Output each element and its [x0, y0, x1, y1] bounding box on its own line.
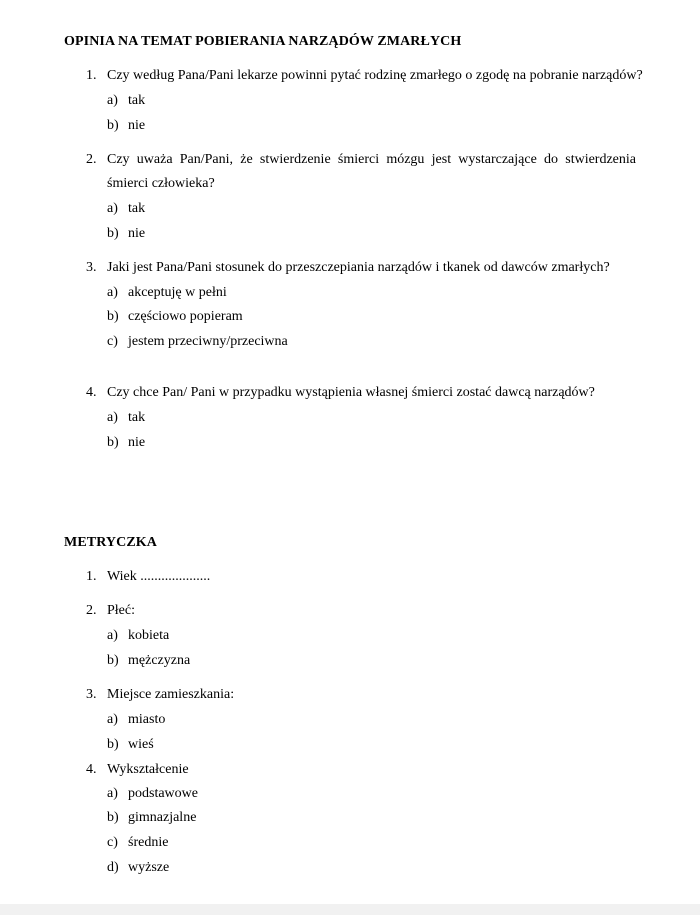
- item-text: Wykształcenie: [107, 762, 189, 777]
- question-text: Jaki jest Pana/Pani stosunek do przeszczepiania narządów i tkanek od dawców zmarłych?: [107, 260, 610, 275]
- page-bottom-edge: [0, 904, 700, 915]
- option-text: miasto: [128, 712, 166, 727]
- option-text: nie: [128, 226, 146, 241]
- option-text: podstawowe: [128, 786, 198, 801]
- item-text: Miejsce zamieszkania:: [107, 687, 235, 702]
- option-text: mężczyzna: [128, 653, 191, 668]
- option-letter: b): [107, 653, 119, 668]
- option-letter: a): [107, 93, 118, 108]
- option-text: akceptuję w pełni: [128, 285, 227, 300]
- option-letter: c): [107, 835, 118, 850]
- question-text-line-1: Czy uważa Pan/Pani, że stwierdzenie śmierci mózgu jest wystarczające do stwierdzenia: [107, 152, 636, 167]
- metryczka-title: METRYCZKA: [64, 535, 157, 550]
- survey-title: OPINIA NA TEMAT POBIERANIA NARZĄDÓW ZMARŁYCH: [64, 34, 462, 49]
- question-number: 3.: [86, 260, 97, 275]
- option-text: nie: [128, 118, 146, 133]
- option-letter: c): [107, 334, 118, 349]
- question-text: Czy według Pana/Pani lekarze powinni pytać rodzinę zmarłego o zgodę na pobranie narządów?: [107, 68, 643, 83]
- option-text: tak: [128, 93, 146, 108]
- option-letter: b): [107, 118, 119, 133]
- option-letter: d): [107, 860, 119, 875]
- option-text: gimnazjalne: [128, 810, 197, 825]
- option-text: jestem przeciwny/przeciwna: [128, 334, 288, 349]
- item-text: Wiek ....................: [107, 569, 211, 584]
- option-letter: b): [107, 309, 119, 324]
- item-number: 4.: [86, 762, 97, 777]
- option-letter: a): [107, 786, 118, 801]
- item-number: 2.: [86, 603, 97, 618]
- option-letter: b): [107, 737, 119, 752]
- item-number: 3.: [86, 687, 97, 702]
- question-number: 2.: [86, 152, 97, 167]
- option-letter: b): [107, 810, 119, 825]
- question-number: 4.: [86, 385, 97, 400]
- option-letter: a): [107, 712, 118, 727]
- option-text: wieś: [128, 737, 154, 752]
- item-text: Płeć:: [107, 603, 135, 618]
- option-text: tak: [128, 201, 146, 216]
- question-number: 1.: [86, 68, 97, 83]
- option-text: tak: [128, 410, 146, 425]
- question-text: Czy chce Pan/ Pani w przypadku wystąpienia własnej śmierci zostać dawcą narządów?: [107, 385, 595, 400]
- option-letter: a): [107, 201, 118, 216]
- option-letter: a): [107, 628, 118, 643]
- option-text: częściowo popieram: [128, 309, 243, 324]
- option-text: wyższe: [128, 860, 170, 875]
- option-letter: b): [107, 226, 119, 241]
- option-text: nie: [128, 435, 146, 450]
- option-letter: a): [107, 410, 118, 425]
- option-text: średnie: [128, 835, 169, 850]
- option-letter: a): [107, 285, 118, 300]
- option-letter: b): [107, 435, 119, 450]
- item-number: 1.: [86, 569, 97, 584]
- question-text-line-2: śmierci człowieka?: [107, 176, 215, 191]
- option-text: kobieta: [128, 628, 170, 643]
